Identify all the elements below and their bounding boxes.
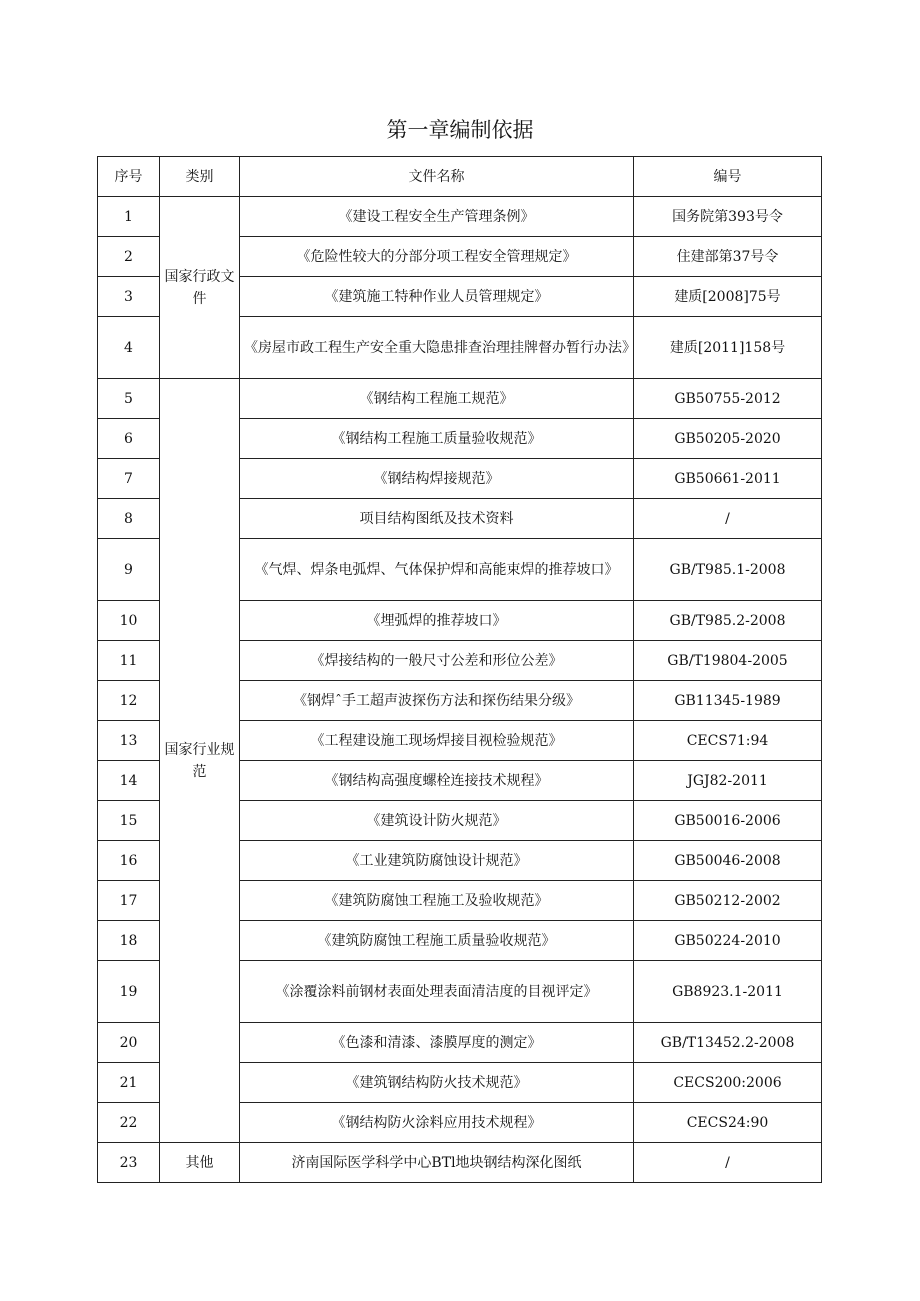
- row-name: 《建筑防腐蚀工程施工及验收规范》: [240, 881, 634, 921]
- row-code: GB50755-2012: [634, 379, 822, 419]
- row-no: 2: [98, 237, 160, 277]
- row-code: JGJ82-2011: [634, 761, 822, 801]
- row-code: GB50205-2020: [634, 419, 822, 459]
- row-code: GB/T985.1-2008: [634, 539, 822, 601]
- row-name: 济南国际医学科学中心BTl地块钢结构深化图纸: [240, 1143, 634, 1183]
- row-no: 15: [98, 801, 160, 841]
- row-name: 《钢结构高强度螺栓连接技术规程》: [240, 761, 634, 801]
- row-name: 《焊接结构的一般尺寸公差和形位公差》: [240, 641, 634, 681]
- row-code: CECS71:94: [634, 721, 822, 761]
- header-code: 编号: [634, 157, 822, 197]
- row-name: 《建筑防腐蚀工程施工质量验收规范》: [240, 921, 634, 961]
- row-name: 《房屋市政工程生产安全重大隐患排查治理挂牌督办暂行办法》: [240, 317, 634, 379]
- row-name: 《建筑施工特种作业人员管理规定》: [240, 277, 634, 317]
- row-name: 《钢结构工程施工规范》: [240, 379, 634, 419]
- row-name: 《危险性较大的分部分项工程安全管理规定》: [240, 237, 634, 277]
- table-row: [98, 379, 822, 419]
- row-name: 《埋弧焊的推荐坡口》: [240, 601, 634, 641]
- row-name: 《钢结构焊接规范》: [240, 459, 634, 499]
- category-gov: 国家行政文件: [160, 197, 240, 379]
- row-name: 《涂覆涂料前钢材表面处理表面清洁度的目视评定》: [240, 961, 634, 1023]
- row-name: 《钢结构工程施工质量验收规范》: [240, 419, 634, 459]
- row-name: 项目结构图纸及技术资料: [240, 499, 634, 539]
- row-no: 22: [98, 1103, 160, 1143]
- row-code: GB50016-2006: [634, 801, 822, 841]
- page-title: 第一章编制依据: [386, 118, 534, 142]
- row-code: GB/T19804-2005: [634, 641, 822, 681]
- row-no: 20: [98, 1023, 160, 1063]
- header-no: 序号: [98, 157, 160, 197]
- row-no: 3: [98, 277, 160, 317]
- row-no: 1: [98, 197, 160, 237]
- row-no: 4: [98, 317, 160, 379]
- row-code: GB11345-1989: [634, 681, 822, 721]
- row-name: 《建筑设计防火规范》: [240, 801, 634, 841]
- row-no: 11: [98, 641, 160, 681]
- header-category: 类别: [160, 157, 240, 197]
- row-name: 《建筑钢结构防火技术规范》: [240, 1063, 634, 1103]
- row-no: 5: [98, 379, 160, 419]
- row-no: 13: [98, 721, 160, 761]
- row-name: 《工业建筑防腐蚀设计规范》: [240, 841, 634, 881]
- row-no: 21: [98, 1063, 160, 1103]
- table-header-row: [98, 157, 822, 197]
- row-code: GB50046-2008: [634, 841, 822, 881]
- row-name: 《气焊、焊条电弧焊、气体保护焊和高能束焊的推荐坡口》: [240, 539, 634, 601]
- row-no: 14: [98, 761, 160, 801]
- row-no: 17: [98, 881, 160, 921]
- row-code: GB50224-2010: [634, 921, 822, 961]
- row-code: 国务院第393号令: [634, 197, 822, 237]
- row-code: CECS24:90: [634, 1103, 822, 1143]
- category-other: 其他: [160, 1143, 240, 1183]
- row-no: 8: [98, 499, 160, 539]
- row-no: 10: [98, 601, 160, 641]
- row-code: GB50661-2011: [634, 459, 822, 499]
- row-code: GB/T13452.2-2008: [634, 1023, 822, 1063]
- row-no: 16: [98, 841, 160, 881]
- row-code: 建质[2008]75号: [634, 277, 822, 317]
- row-code: /: [634, 1143, 822, 1183]
- row-no: 18: [98, 921, 160, 961]
- row-no: 7: [98, 459, 160, 499]
- row-no: 19: [98, 961, 160, 1023]
- row-code: /: [634, 499, 822, 539]
- row-no: 6: [98, 419, 160, 459]
- row-no: 12: [98, 681, 160, 721]
- category-industry: 国家行业规范: [160, 379, 240, 1143]
- row-code: GB/T985.2-2008: [634, 601, 822, 641]
- row-code: CECS200:2006: [634, 1063, 822, 1103]
- header-name: 文件名称: [240, 157, 634, 197]
- row-name: 《钢结构防火涂料应用技术规程》: [240, 1103, 634, 1143]
- row-name: 《建设工程安全生产管理条例》: [240, 197, 634, 237]
- row-no: 23: [98, 1143, 160, 1183]
- row-name: 《工程建设施工现场焊接目视检验规范》: [240, 721, 634, 761]
- row-no: 9: [98, 539, 160, 601]
- row-name: 《钢焊ˆ手工超声波探伤方法和探伤结果分级》: [240, 681, 634, 721]
- row-code: 建质[2011]158号: [634, 317, 822, 379]
- basis-table: [97, 156, 822, 1183]
- row-name: 《色漆和清漆、漆膜厚度的测定》: [240, 1023, 634, 1063]
- row-code: GB8923.1-2011: [634, 961, 822, 1023]
- table-row: [98, 1143, 822, 1183]
- row-code: 住建部第37号令: [634, 237, 822, 277]
- row-code: GB50212-2002: [634, 881, 822, 921]
- table-row: [98, 197, 822, 237]
